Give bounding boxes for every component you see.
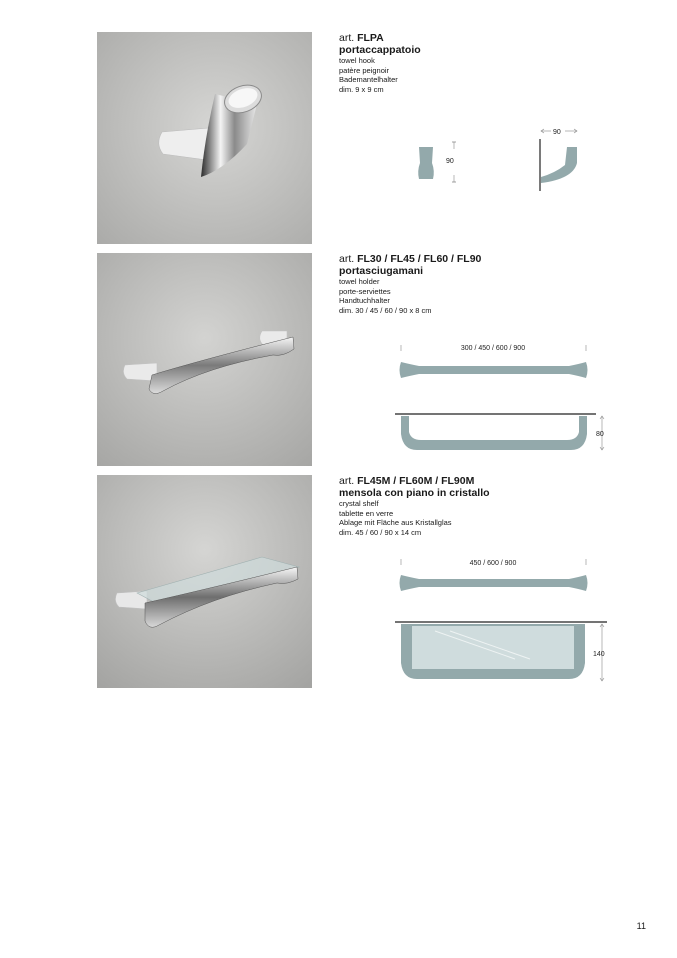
dim-width-label: 300 / 450 / 600 / 900: [460, 345, 526, 352]
front-view-shape: [418, 147, 434, 179]
desc-fr: patère peignoir: [339, 65, 390, 75]
desc-fr: porte-serviettes: [339, 286, 391, 296]
crystal-shelf-drawing: [395, 555, 615, 685]
top-view-shape: [400, 575, 588, 591]
dimensions: dim. 30 / 45 / 60 / 90 x 8 cm: [339, 305, 432, 315]
article-heading: art. FL30 / FL45 / FL60 / FL90: [339, 253, 482, 265]
glass-panel: [412, 626, 574, 669]
towel-hook-photo: [97, 32, 312, 244]
desc-fr: tablette en verre: [339, 508, 394, 518]
product-name: mensola con piano in cristallo: [339, 487, 490, 499]
product-name: portasciugamani: [339, 265, 424, 277]
product-info-fl30: [339, 253, 639, 315]
crystal-shelf-photo: [97, 475, 312, 688]
dim-height-label: 140: [593, 651, 605, 658]
desc-de: Handtuchhalter: [339, 296, 390, 305]
desc-de: Ablage mit Fläche aus Kristallglas: [339, 518, 452, 527]
towel-holder-photo: [97, 253, 312, 466]
dim-height-label: 90: [446, 158, 454, 165]
dimensions: dim. 9 x 9 cm: [339, 84, 384, 94]
front-view-shape: [401, 416, 587, 450]
product-name: portaccappatoio: [339, 44, 421, 56]
dim-width-label: 450 / 600 / 900: [469, 560, 517, 567]
dimensions: dim. 45 / 60 / 90 x 14 cm: [339, 527, 422, 537]
desc-en: towel hook: [339, 56, 375, 65]
side-view-shape: [541, 147, 577, 183]
dim-height-label: 80: [596, 431, 604, 438]
towel-holder-drawing: [395, 340, 615, 455]
article-heading: art. FL45M / FL60M / FL90M: [339, 475, 475, 487]
desc-en: crystal shelf: [339, 499, 379, 508]
desc-de: Bademantelhalter: [339, 75, 398, 84]
product-info-flpa: [339, 32, 639, 94]
dim-depth-label: 90: [553, 129, 561, 136]
towel-hook-drawing: [405, 125, 595, 195]
product-info-fl45m: [339, 475, 639, 537]
desc-en: towel holder: [339, 277, 380, 286]
article-heading: art. FLPA: [339, 32, 384, 44]
page-number: 11: [636, 921, 646, 931]
top-view-shape: [400, 362, 588, 378]
